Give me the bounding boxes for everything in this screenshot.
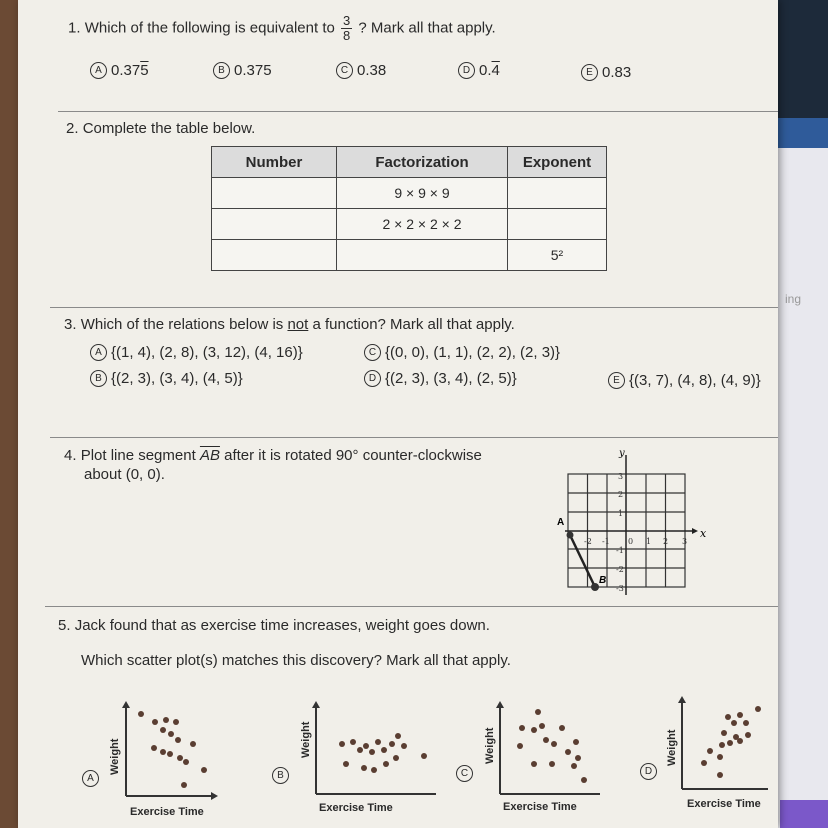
q1-option-d[interactable] <box>458 62 500 79</box>
divider <box>45 606 778 607</box>
q3-option-d[interactable] <box>364 370 517 387</box>
q3-option-a-value: {(1, 4), (2, 8), (3, 12), (4, 16)} <box>111 344 303 361</box>
table-cell-number[interactable] <box>212 209 337 240</box>
scatter-plot-b[interactable] <box>298 700 438 800</box>
table-cell-exponent: 5² <box>508 240 607 271</box>
question-1-text-after: ? Mark all that apply. <box>358 19 496 37</box>
point-b[interactable] <box>591 583 599 591</box>
question-1 <box>68 14 496 43</box>
option-circle-b: B <box>213 62 230 79</box>
option-circle-e: E <box>581 64 598 81</box>
question-4-text-before: Plot line segment <box>80 447 196 464</box>
table-cell-factorization[interactable] <box>337 240 508 271</box>
scatter-b-ylabel: Weight <box>300 721 312 758</box>
x-tick-label: 0 <box>628 537 634 546</box>
option-circle-d: D <box>458 62 475 79</box>
q3-option-a[interactable] <box>90 344 303 361</box>
scatter-b-xlabel: Exercise Time <box>319 802 393 814</box>
scatter-a-ylabel: Weight <box>109 738 121 775</box>
question-3-number: 3. <box>64 316 77 333</box>
scatter-plot-c[interactable] <box>482 700 602 800</box>
table-cell-exponent[interactable] <box>508 209 607 240</box>
y-tick-label: 1 <box>618 509 624 518</box>
x-tick-label: 2 <box>663 537 669 546</box>
question-5 <box>58 617 490 634</box>
y-tick-label: 2 <box>618 490 624 499</box>
question-3-text-before: Which of the relations below is <box>80 316 284 333</box>
question-3-not: not <box>287 316 309 333</box>
coordinate-grid[interactable] <box>555 445 725 600</box>
y-tick-label: -3 <box>616 584 624 593</box>
question-4 <box>64 447 482 464</box>
q1-option-e-value: 0.83 <box>602 64 632 81</box>
scatter-c-ylabel: Weight <box>484 727 496 764</box>
q1-option-a[interactable] <box>90 62 149 79</box>
question-3-text-after: a function? Mark all that apply. <box>312 316 515 333</box>
table-row <box>212 178 607 209</box>
question-4-text-after: after it is rotated 90° counter-clockwise <box>224 447 482 464</box>
table-cell-number[interactable] <box>212 178 337 209</box>
q3-option-e[interactable] <box>608 372 761 389</box>
question-5-number: 5. <box>58 617 71 634</box>
scatter-d-xlabel: Exercise Time <box>687 798 761 810</box>
table-cell-exponent[interactable] <box>508 178 607 209</box>
q5-option-d-circle[interactable]: D <box>640 763 657 780</box>
x-tick-label: -1 <box>602 537 610 546</box>
point-a[interactable] <box>567 532 574 539</box>
background-screen-bar <box>780 800 828 828</box>
q3-option-d-value: {(2, 3), (3, 4), (2, 5)} <box>385 370 517 387</box>
q1-option-d-value: 0.4 <box>479 62 500 79</box>
x-tick-label: 3 <box>682 537 688 546</box>
table-cell-number[interactable] <box>212 240 337 271</box>
option-circle-a: A <box>90 344 107 361</box>
table-header-number: Number <box>212 147 337 178</box>
q1-option-c-value: 0.38 <box>357 62 387 79</box>
y-axis-label: y <box>619 448 625 459</box>
table-header-factorization: Factorization <box>337 147 508 178</box>
option-circle-e: E <box>608 372 625 389</box>
q3-option-c[interactable] <box>364 344 560 361</box>
q5-option-a-circle[interactable]: A <box>82 770 99 787</box>
table-header-row <box>212 147 607 178</box>
q1-option-b-value: 0.375 <box>234 62 272 79</box>
q3-option-b[interactable] <box>90 370 243 387</box>
table-row <box>212 240 607 271</box>
divider <box>50 307 778 308</box>
fraction-numerator: 3 <box>343 13 351 28</box>
question-4-number: 4. <box>64 447 77 464</box>
question-2-number: 2. <box>66 120 79 137</box>
option-circle-a: A <box>90 62 107 79</box>
divider <box>58 111 778 112</box>
fraction-three-eighths <box>341 14 352 43</box>
q1-option-e[interactable] <box>581 64 631 81</box>
question-1-text-before: Which of the following is equivalent to <box>84 19 335 37</box>
point-a-label: A <box>557 517 565 528</box>
q3-option-b-value: {(2, 3), (3, 4), (4, 5)} <box>111 370 243 387</box>
option-circle-d: D <box>364 370 381 387</box>
question-4-line-2: about (0, 0). <box>84 466 165 483</box>
q3-option-e-value: {(3, 7), (4, 8), (4, 9)} <box>629 372 761 389</box>
point-b-label: B <box>599 575 607 586</box>
x-tick-label: 1 <box>646 537 652 546</box>
scatter-a-xlabel: Exercise Time <box>130 806 204 818</box>
option-circle-c: C <box>336 62 353 79</box>
q1-option-b[interactable] <box>213 62 272 79</box>
factorization-table <box>211 146 607 271</box>
background-screen-text: ing <box>785 292 802 306</box>
question-2 <box>66 120 255 137</box>
question-5-text: Jack found that as exercise time increases, weight goes down. <box>74 617 490 634</box>
y-tick-label: -2 <box>616 565 624 574</box>
table-cell-factorization: 9 × 9 × 9 <box>337 178 508 209</box>
question-5-line-2: Which scatter plot(s) matches this discovery? Mark all that apply. <box>81 652 511 669</box>
scatter-plot-d[interactable] <box>664 695 774 795</box>
scatter-c-xlabel: Exercise Time <box>503 801 577 813</box>
table-header-exponent: Exponent <box>508 147 607 178</box>
q1-option-a-value: 0.375 <box>111 62 149 79</box>
q3-option-c-value: {(0, 0), (1, 1), (2, 2), (2, 3)} <box>385 344 561 361</box>
x-tick-label: -2 <box>584 537 592 546</box>
x-axis-label: x <box>700 527 707 540</box>
question-2-text: Complete the table below. <box>82 120 256 137</box>
scatter-plot-a[interactable] <box>108 700 218 805</box>
y-tick-label: 3 <box>618 472 624 481</box>
q1-option-c[interactable] <box>336 62 386 79</box>
scatter-d-ylabel: Weight <box>666 729 678 766</box>
q5-option-b-circle[interactable]: B <box>272 767 289 784</box>
background-screen <box>778 0 828 828</box>
divider <box>50 437 778 438</box>
segment-ab-label: $\overline{AB}$ <box>199 447 220 464</box>
q5-option-c-circle[interactable]: C <box>456 765 473 782</box>
option-circle-c: C <box>364 344 381 361</box>
table-row <box>212 209 607 240</box>
option-circle-b: B <box>90 370 107 387</box>
table-cell-factorization: 2 × 2 × 2 × 2 <box>337 209 508 240</box>
question-3 <box>64 316 515 333</box>
question-1-number: 1. <box>68 19 81 37</box>
fraction-denominator: 8 <box>343 28 351 43</box>
y-tick-label: -1 <box>616 546 624 555</box>
